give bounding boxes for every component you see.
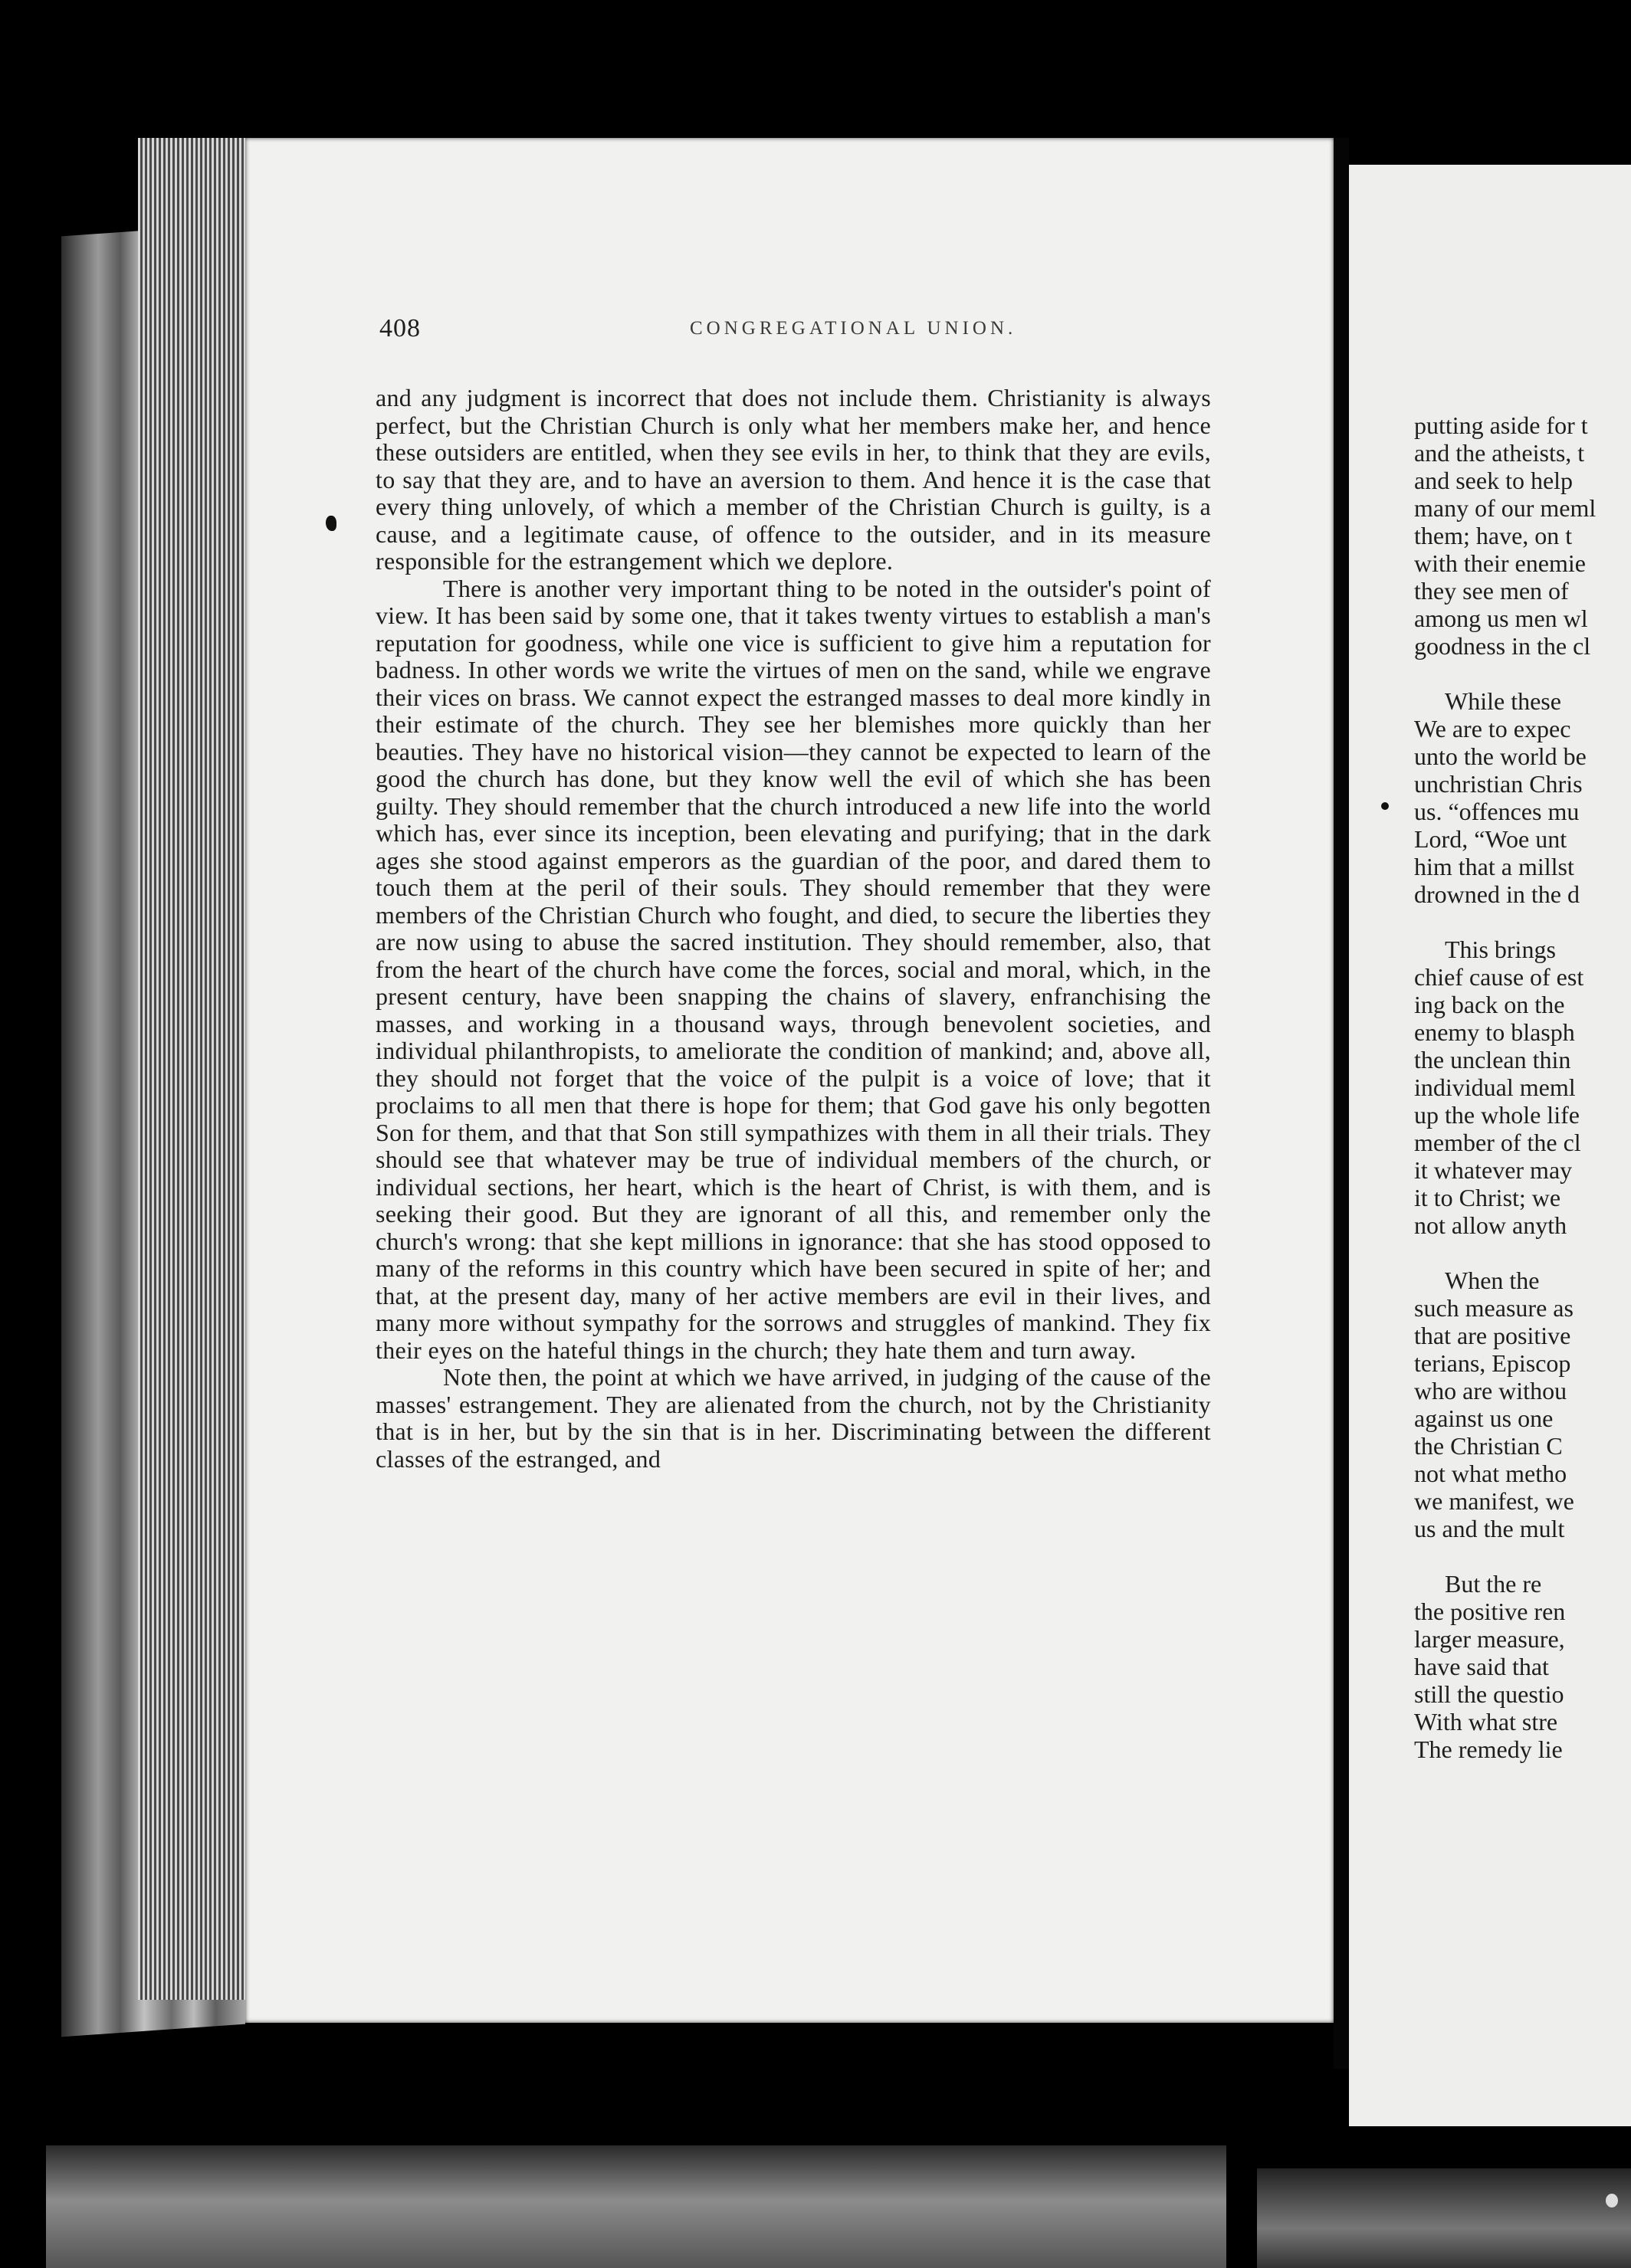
- bottom-blot: [1606, 2194, 1618, 2207]
- right-line: member of the cl: [1414, 1129, 1581, 1156]
- right-line: it whatever may: [1414, 1156, 1573, 1184]
- right-line: with their enemie: [1414, 549, 1586, 577]
- right-page-fragment: [1349, 165, 1631, 2126]
- right-line: among us men wl: [1414, 605, 1588, 632]
- right-line: [1414, 1239, 1631, 1267]
- paragraph-2: There is another very important thing to be noted in the outsider's point of view. It has been said by some one, that it takes twenty virtues to establish a man's reputation for goodness, while one vice is sufficient to give him a reputation for badness. In other words we write the virtues of men on the sand, while we engrave their vices on brass. We cannot expect the estranged masses to deal more kindly in their estimate of the church. They see her blemishes more quickly than her beauties. They have no historical vision—they cannot be expected to learn of the good the church has done, but they know well the evil of which she has been guilty. They should remember that the church introduced a new life into the world which has, ever since its inception, been elevating and purifying; that in the dark ages she stood against emperors as the guardian of the poor, and dared them to touch them at the peril of their souls. They should remember that they were members of the Christian Church who fought, and died, to secure the liberties they are now using to abuse the sacred institution. They should remember, also, that from the heart of the church have come the forces, social and moral, which, in the present century, have been snapping the chains of slavery, enfranchising the masses, and working in a thousand ways, through benevolent societies, and individual philanthropists, to ameliorate the condition of mankind; and, above all, they should not forget that the voice of the pulpit is a voice of love; that it proclaims to all men that there is hope for them; that God gave his only begotten Son for them, and that that Son still sympathizes with them in all their trials. They should see that whatever may be true of individual members of the church, or individual sections, her heart, which is the heart of Christ, is with them, and is seeking their good. But they are ignorant of all this, and remember only the church's wrong: that she kept millions in ignorance: that she has stood opposed to many of the reforms in this country which have been secured in spite of her; and that, at the present day, many of her active members are evil in their lives, and many more without sympathy for the sorrows and struggles of mankind. They fix their eyes on the hateful things in the church; they hate them and turn away.: [376, 574, 1211, 1364]
- right-line: [1414, 908, 1631, 936]
- right-line: With what stre: [1414, 1708, 1558, 1735]
- right-line: larger measure,: [1414, 1625, 1565, 1653]
- right-line: goodness in the cl: [1414, 632, 1591, 660]
- text-column: [376, 385, 1211, 1473]
- right-line: But the re: [1445, 1570, 1542, 1598]
- left-page: [245, 138, 1334, 2023]
- lower-book-edge: [46, 2145, 1226, 2268]
- right-line: not allow anyth: [1414, 1211, 1567, 1239]
- right-line: them; have, on t: [1414, 522, 1573, 549]
- right-line: While these: [1445, 687, 1561, 715]
- right-line: unchristian Chris: [1414, 770, 1583, 798]
- ink-dot: [1381, 802, 1389, 810]
- right-line: terians, Episcop: [1414, 1349, 1571, 1377]
- right-line: him that a millst: [1414, 853, 1574, 880]
- right-line: it to Christ; we: [1414, 1184, 1561, 1211]
- right-line: us and the mult: [1414, 1515, 1565, 1542]
- right-line: who are withou: [1414, 1377, 1567, 1404]
- right-line: they see men of: [1414, 577, 1569, 605]
- page-number: 408: [379, 314, 421, 342]
- right-line: [1414, 1542, 1631, 1570]
- right-line: chief cause of est: [1414, 963, 1584, 991]
- right-line: we manifest, we: [1414, 1487, 1574, 1515]
- ink-blot: [326, 516, 336, 531]
- right-line: We are to expec: [1414, 715, 1571, 742]
- right-line: ing back on the: [1414, 991, 1565, 1018]
- right-line: the Christian C: [1414, 1432, 1563, 1460]
- right-line: up the whole life: [1414, 1101, 1580, 1129]
- right-line: and the atheists, t: [1414, 439, 1585, 467]
- right-line: such measure as: [1414, 1294, 1574, 1322]
- right-line: enemy to blasph: [1414, 1018, 1575, 1046]
- right-line: putting aside for t: [1414, 411, 1588, 439]
- right-line: us. “offences mu: [1414, 798, 1580, 825]
- right-line: [1414, 660, 1631, 687]
- paragraph-1: and any judgment is incorrect that does not include them. Christianity is always perfect, but the Christian Church is only what her members make her, and hence these outsiders are entitled, when they see evils in her, to think that they are evils, to say that they are, and to have an aversion to them. And hence it is the case that every thing unlovely, of which a member of the Christian Church is guilty, is a cause, and a legitimate cause, of offence to the outsider, and in its measure responsible for the estrangement which we deplore.: [376, 384, 1211, 575]
- right-line: drowned in the d: [1414, 880, 1580, 908]
- right-line: the positive ren: [1414, 1598, 1566, 1625]
- right-line: the unclean thin: [1414, 1046, 1571, 1073]
- right-line: unto the world be: [1414, 742, 1587, 770]
- running-head: CONGREGATIONAL UNION.: [690, 318, 1017, 339]
- right-line: When the: [1445, 1267, 1540, 1294]
- right-text-column: [1414, 411, 1631, 1763]
- right-line: and seek to help: [1414, 467, 1574, 494]
- right-line: that are positive: [1414, 1322, 1571, 1349]
- right-line: individual meml: [1414, 1073, 1576, 1101]
- right-line: The remedy lie: [1414, 1735, 1563, 1763]
- right-line: This brings: [1445, 936, 1556, 963]
- right-line: not what metho: [1414, 1460, 1567, 1487]
- right-line: Lord, “Woe unt: [1414, 825, 1567, 853]
- right-line: many of our meml: [1414, 494, 1597, 522]
- book-page-edge-lines: [138, 138, 245, 2000]
- paragraph-3: Note then, the point at which we have arrived, in judging of the cause of the masses' estrangement. They are alienated from the church, not by the Christianity that is in her, but by the sin that is in her. Discriminating between the different classes of the estranged, and: [376, 1363, 1211, 1473]
- gutter: [1334, 138, 1349, 2069]
- right-line: have said that: [1414, 1653, 1549, 1680]
- right-line: against us one: [1414, 1404, 1554, 1432]
- right-line: still the questio: [1414, 1680, 1564, 1708]
- lower-right-book-edge: [1257, 2168, 1631, 2268]
